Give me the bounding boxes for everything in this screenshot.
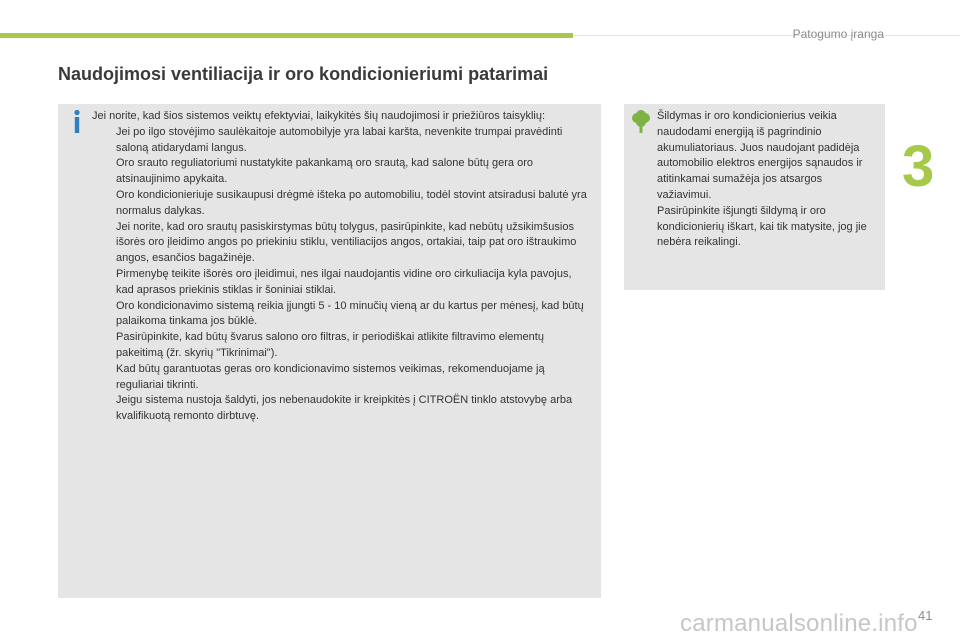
page-title: Naudojimosi ventiliacija ir oro kondicionieriumi patarimai [58, 64, 549, 84]
eco-panel [624, 104, 885, 290]
tip-item [92, 220, 592, 267]
tip-item [92, 393, 592, 425]
eco-text [657, 109, 879, 251]
eco-paragraph: Šildymas ir oro kondicionierius veikia naudodami energiją iš pagrindinio akumuliatoriaus. Juos naudojant padidėja automobilio elektros energijos sąnaudos ir atitinkamai sumažėja jos atsargos važiavimui. [657, 110, 863, 201]
tip-text: Oro kondicionavimo sistemą reikia įjungti 5 - 10 minučių vieną ar du kartus per mėnesį, kad būtų palaikoma tinkama jos būklė. [116, 299, 584, 328]
tip-text: Jeigu sistema nustoja šaldyti, jos nebenaudokite ir kreipkitės į CITROËN tinklo atstovybę arba kvalifikuotą remonto dirbtuvę. [116, 394, 573, 423]
tip-item [92, 299, 592, 331]
page-number: 41 [918, 608, 933, 623]
tip-item [92, 188, 592, 220]
tip-text: Jei norite, kad oro srautų pasiskirstymas būtų tolygus, pasirūpinkite, kad nebūtų užsikimšusios išorės oro įleidimo angos po priekiniu stiklu, ventiliacijos angos, ortakiai, taip pat oro ištraukimo angos, esančios bagažinėje. [116, 220, 577, 265]
section-name: Patogumo įranga [792, 27, 884, 41]
eco-paragraph: Pasirūpinkite išjungti šildymą ir oro kondicionierių iškart, kai tik matysite, jog jie nebėra reikalingi. [657, 204, 867, 249]
tip-item [92, 267, 592, 299]
tip-text: Oro srauto reguliatoriumi nustatykite pakankamą oro srautą, kad salone būtų gera oro atsinaujinimo apykaita. [116, 157, 534, 186]
info-text [92, 109, 592, 425]
info-intro: Jei norite, kad šios sistemos veiktų efektyviai, laikykitės šių naudojimosi ir priežiūros taisyklių: [92, 110, 546, 122]
tips-list [92, 125, 592, 425]
tip-text: Kad būtų garantuotas geras oro kondicionavimo sistemos veikimas, rekomenduojame ją reguliariai tikrinti. [116, 362, 545, 391]
tip-item [92, 330, 592, 362]
tree-icon [630, 110, 652, 134]
header-divider [573, 35, 960, 36]
tip-text: Pasirūpinkite, kad būtų švarus salono oro filtras, ir periodiškai atlikite filtravimo elementų pakeitimą (žr. skyrių "Tikrinimai"). [116, 331, 544, 359]
tip-item [92, 362, 592, 394]
info-icon [70, 109, 84, 135]
tip-item [92, 125, 592, 188]
info-panel [58, 104, 601, 598]
tip-text: Pirmenybę teikite išorės oro įleidimui, nes ilgai naudojantis vidine oro cirkuliacija kyla pavojus, kad aprasos priekinis stiklas ir šoniniai stiklai. [116, 267, 572, 296]
tip-text: Oro kondicionieriuje susikaupusi drėgmė išteka po automobiliu, todėl stovint atsiradusi balutė yra normalus dalykas. [116, 188, 587, 217]
watermark: carmanualsonline.info [680, 610, 918, 637]
chapter-number: 3 [902, 134, 935, 199]
tip-text: Jei po ilgo stovėjimo saulėkaitoje automobilyje yra labai karšta, nevenkite trumpai pravėdinti saloną atidarydami langus. [116, 125, 563, 154]
header-accent-bar [0, 33, 573, 38]
